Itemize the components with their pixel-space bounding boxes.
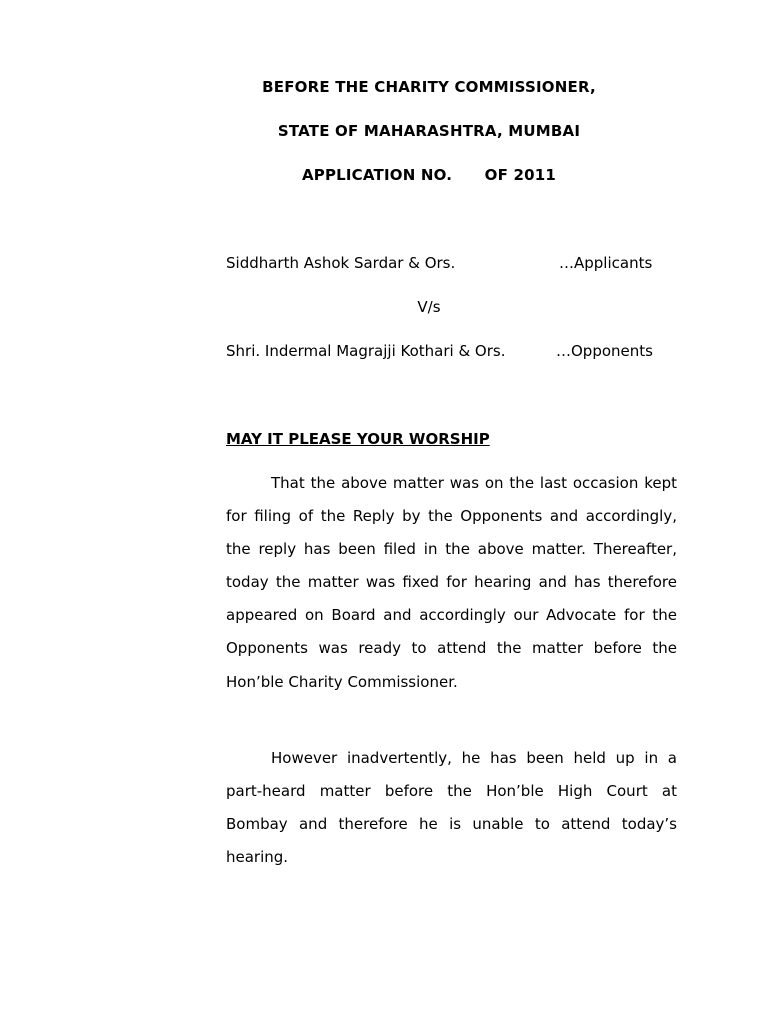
applicant-name: Siddharth Ashok Sardar & Ors. xyxy=(226,254,456,272)
versus-label: V/s xyxy=(417,298,441,316)
salutation-heading: MAY IT PLEASE YOUR WORSHIP xyxy=(226,430,490,448)
heading-state: STATE OF MAHARASHTRA, MUMBAI xyxy=(277,122,581,140)
heading-application-number: APPLICATION NO. OF 2011 xyxy=(301,166,557,184)
paragraph-2: However inadvertently, he has been held up in a part-heard matter before the Hon’ble High Court at Bombay and therefore he is unable to attend today’s hearing. xyxy=(226,749,677,867)
heading-court: BEFORE THE CHARITY COMMISSIONER, xyxy=(262,78,596,96)
opponent-name: Shri. Indermal Magrajji Kothari & Ors. xyxy=(226,342,506,360)
applicant-role: …Applicants xyxy=(559,254,653,272)
opponent-role: …Opponents xyxy=(556,342,653,360)
paragraph-1: That the above matter was on the last occasion kept for filing of the Reply by the Opponents and accordingly, the reply has been filed in the above matter. Thereafter, today the matter was fixed for hearing and has therefore appeared on Board and accordingly our Advocate for the Opponents was ready to attend the matter before the Hon’ble Charity Commissioner. xyxy=(226,474,677,691)
